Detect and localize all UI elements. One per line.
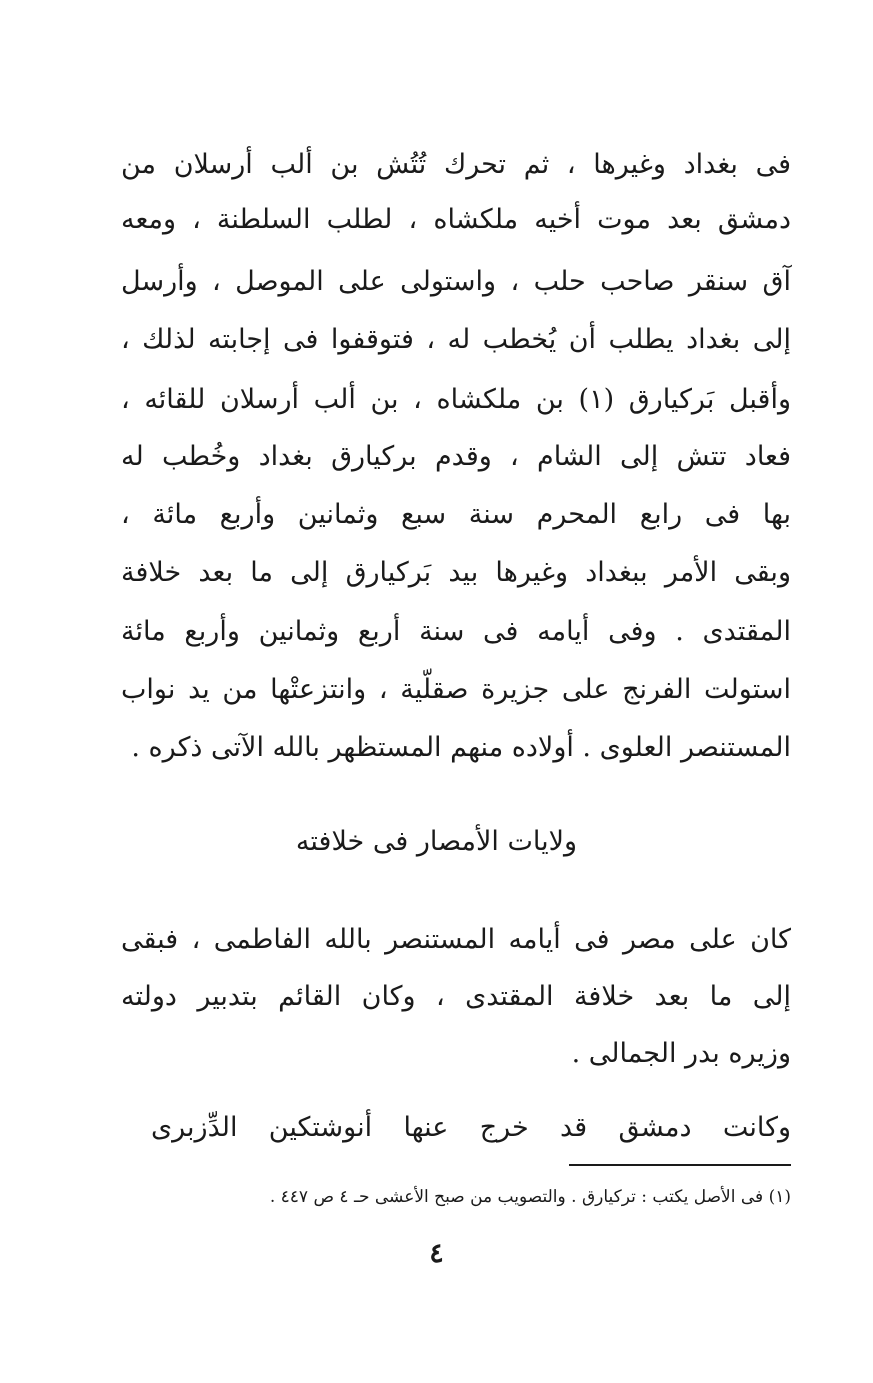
text-line: وكانت دمشق قد خرج عنها أنوشتكين الدِّزبرى xyxy=(151,1112,791,1143)
text-line: فى بغداد وغيرها ، ثم تحرك تُتُش بن ألب أرسلان من xyxy=(121,149,791,180)
text-line: المستنصر العلوى . أولاده منهم المستظهر بالله الآتى ذكره . xyxy=(131,732,791,763)
text-line: بها فى رابع المحرم سنة سبع وثمانين وأربع مائة ، xyxy=(121,499,791,530)
text-line: إلى ما بعد خلافة المقتدى ، وكان القائم بتدبير دولته xyxy=(121,981,791,1012)
text-line: دمشق بعد موت أخيه ملكشاه ، لطلب السلطنة ، ومعه xyxy=(121,204,791,235)
text-line: المقتدى . وفى أيامه فى سنة أربع وثمانين وأربع مائة xyxy=(121,616,791,647)
text-line: آق سنقر صاحب حلب ، واستولى على الموصل ، وأرسل xyxy=(121,266,791,297)
text-line: استولت الفرنج على جزيرة صقلّية ، وانتزعتْها من يد نواب xyxy=(121,674,791,705)
text-line: وأقبل بَركيارق (١) بن ملكشاه ، بن ألب أرسلان للقائه ، xyxy=(121,384,791,415)
text-line: كان على مصر فى أيامه المستنصر بالله الفاطمى ، فبقى xyxy=(121,924,791,955)
text-line: وبقى الأمر ببغداد وغيرها بيد بَركيارق إلى ما بعد خلافة xyxy=(121,557,791,588)
text-line: وزيره بدر الجمالى . xyxy=(571,1038,791,1069)
section-heading: ولايات الأمصار فى خلافته xyxy=(295,826,578,857)
footnote: (١) فى الأصل يكتب : تركيارق . والتصويب من صبح الأعشى حـ ٤ ص ٤٤٧ . xyxy=(269,1187,791,1207)
page-number: ٤ xyxy=(429,1238,444,1269)
text-line: فعاد تتش إلى الشام ، وقدم بركيارق بغداد وخُطب له xyxy=(121,441,791,472)
text-line: إلى بغداد يطلب أن يُخطب له ، فتوقفوا فى إجابته لذلك ، xyxy=(121,324,791,355)
footnote-divider xyxy=(569,1164,791,1166)
